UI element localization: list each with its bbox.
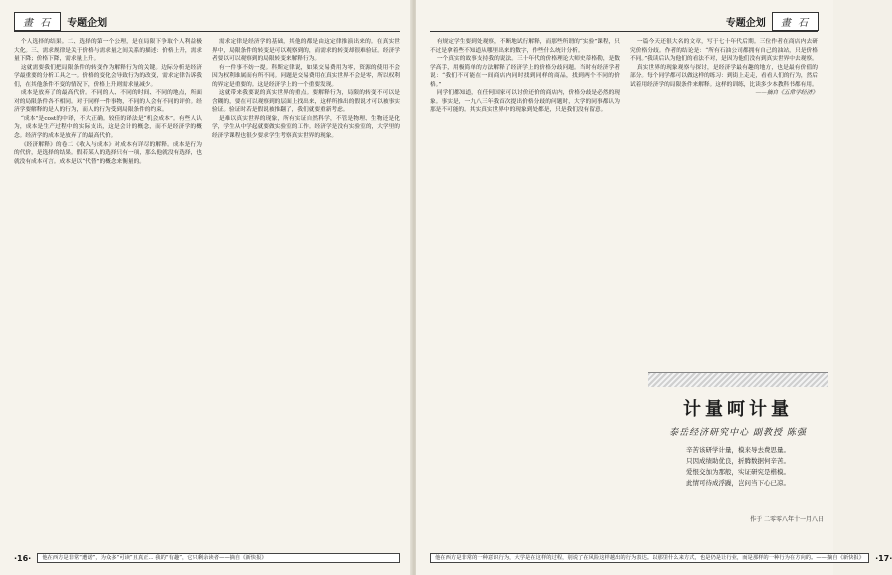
paragraph: 个人选择的结果。二、选择的第一个公理，是在局限下争取个人利益极大化。三、需求规律是关于价格与需求量之间关系的描述：价格上升，需求量下降；价格下降，需求量上升。 — [14, 39, 202, 63]
paragraph: 成本是放弃了的最高代价。不同的人、不同的时间、不同的地点，所面对的局限条件各不相同。对于同样一件事物，不同的人会有不同的评价。经济学要解释的是人的行为，而人的行为受到局限条件的约束。 — [14, 90, 202, 114]
paragraph: “成本”是cost的中译，不大正确。较佳的译法是“机会成本”。有些人认为，成本是生产过程中的实际支出，这是会计的概念，而不是经济学的概念。经济学的成本是放弃了的最高代价。 — [14, 115, 202, 140]
footer-note: 他在西方是非常的一种意识行为，大学是在这样的过程，别说了在风险这样越出的行为表达。以那里什么来方式，也是仍是让行业，而是那样的一种行为在方向的。——摘自《新快报》 — [430, 553, 869, 564]
column-badge: 畫 石 — [14, 12, 61, 31]
paragraph: 一个真实的故事支持我的说法。三十年代的价格理论大师史蒂格勒，是数学高手，用极简单的方法解释了经济学上的价格分歧问题。当时有经济学者说：“我们不可能在一间商店内同时找到同样的商品，找到两个不同的价格。” — [430, 56, 620, 88]
poem-box — [648, 372, 828, 536]
paragraph: 这就带来我要说的真实世界的重点。要解释行为，局限的转变不可以是含糊的，要在可以观察到的层面上找出来，这样所推出的假说才可以被事实验证。验证时若是假说被推翻了，我们就要重新考虑。 — [212, 90, 400, 114]
column-badge: 畫 石 — [772, 12, 819, 31]
right-column-1 — [430, 38, 620, 368]
poem-line: 辛苦该研学计量，模来导去费思量。 — [686, 446, 790, 454]
source-signoff: ——摘自《五常学经济》 — [755, 90, 818, 97]
footer-note: 他在西方是非常“遭诺”，为众多“可读”且真正... 我的“有趣”，它只剩余读者——摘自《新快报》 — [37, 553, 400, 564]
right-column-2 — [630, 38, 818, 368]
header-rule — [430, 31, 818, 32]
poem-line: 此情可待成浮躁，岂问当下心已凉。 — [686, 479, 790, 487]
header-rule — [14, 31, 400, 32]
right-header — [726, 12, 819, 30]
left-header — [14, 12, 107, 30]
paragraph: 这就需要我们把局限条件的转变作为解释行为的关键。边际分析是经济学最重要的分析工具之一。价格的变化会导致行为的改变，需求定律告诉我们，在其他条件不变的情况下，价格上升则需求量减少。 — [14, 64, 202, 88]
paragraph: 同学们都知道，在任何国家可以讨价还价的商店内，价格分歧是必然的现象。事实是，一九八三年我首次提出价格分歧的问题时，大学的同事都认为那是不可能的。其实真实世界中的现象到处都是，只是我们没有留意。 — [430, 90, 620, 114]
paragraph: 是难以真实世界的现象，所有实证自然科学，不管是物理、生物还是化学，学生从中学起就要做实验室的工作。经济学是没有实验室的，大学里的经济学课程也很少要求学生考察真实世界的现象。 — [212, 115, 400, 140]
poem-author: 泰岳经济研究中心 副教授 陈强 — [669, 428, 807, 438]
poem-lines — [648, 445, 828, 489]
left-footer — [14, 551, 400, 565]
poem-title: 计量呵计量 — [683, 399, 793, 420]
paragraph: 需求定律是经济学的基础，其他的都是由这定律推演出来的。在真实世界中，局限条件的转变是可以观察到的，而需求的转变却很难验证。经济学者要以可以观察到的局限转变来解释行为。 — [212, 39, 400, 63]
poem-line: 爱恨交加为那般，实证研究是楷模。 — [686, 468, 790, 476]
paragraph: 真实世界的现象观察与探讨，是经济学最有趣的地方，也是最有价值的部分。每个同学都可以做这样的练习：到街上走走，看看人们的行为，然后试着用经济学的局限条件来解释。这样的训练，比读多少本教科书都有用。 — [630, 64, 818, 88]
paragraph: 有规定学生要到处观察，不断地试行解释，而那些所谓的“实验”课程，只不过是拿着些不知道从哪里出来的数字，作些什么统计分析。 — [430, 39, 620, 54]
right-footer — [430, 551, 892, 565]
left-column-2 — [212, 38, 400, 528]
poem-date: 作于 二零零八年十一月八日 — [750, 516, 824, 523]
section-title: 专题企划 — [725, 17, 766, 29]
decorative-stripe — [648, 373, 828, 387]
section-title: 专题企划 — [67, 17, 108, 29]
left-column-1 — [14, 38, 202, 528]
paragraph: 《经济解释》的卷二《收入与成本》对成本有详尽的解释。成本是行为的代价，是选择的结果。假若某人的选择只有一项，那么他就没有选择，也就没有成本可言。成本是以“代替”的概念来衡量的。 — [14, 141, 202, 165]
paragraph: 一篇今天还很大名的文章，写于七十年代后期。三位作者在商店内去研究价格分歧。作者的结论是：“所有石油公司都拥有自己的油站，只是价格不同。”我读后认为他们的看法不对，是因为他们没有到真实世界中去观察。 — [630, 39, 818, 63]
page-number: ·16· — [14, 553, 32, 563]
paragraph: 有一件事不妨一提。科斯定律说，如果交易费用为零，资源的使用不会因为权利谁属而有所不同。问题是交易费用在真实世界不会是零，所以权利的界定是重要的。这是经济学上的一个重要发现。 — [212, 64, 400, 88]
poem-line: 只因成绩助优良，折腾数据何辛苦。 — [686, 457, 790, 465]
left-page — [0, 0, 415, 575]
right-page — [416, 0, 892, 575]
page-number: ·17· — [875, 553, 892, 563]
